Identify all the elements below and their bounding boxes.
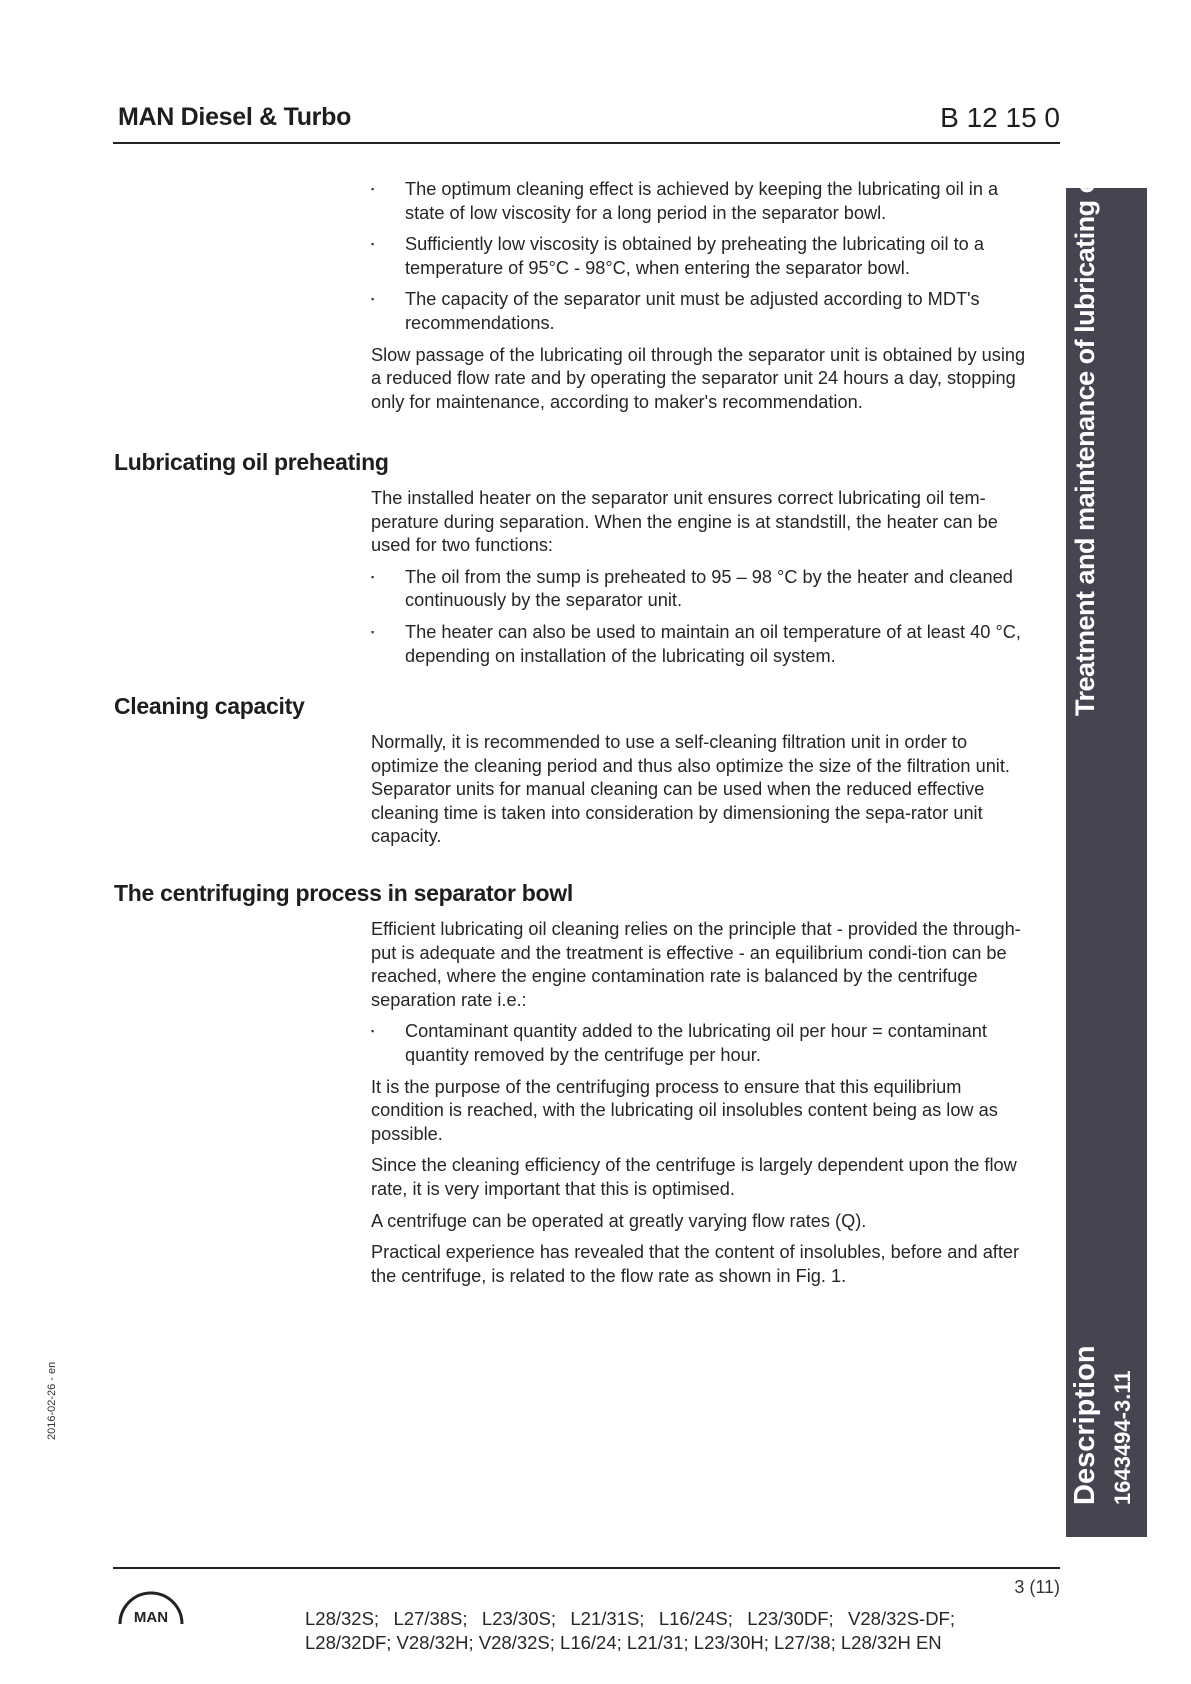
sidebar-document-number: 1643494-3.11 xyxy=(1110,1370,1135,1505)
bullet-item: ▪ The heater can also be used to maintain an oil temperature of at least 40 °C, depending on installation of the lubricating oil system. xyxy=(371,621,1036,668)
man-logo xyxy=(118,1590,184,1626)
bullet-item: ▪ The optimum cleaning effect is achieved by keeping the lubricating oil in a state of low viscosity for a long period in the separator bowl. xyxy=(371,178,1036,225)
capacity-section xyxy=(371,731,1036,857)
header-divider xyxy=(113,142,1060,144)
bullet-item: ▪ Sufficiently low viscosity is obtained by preheating the lubricating oil to a temperature of 95°C - 98°C, when entering the separator bowl. xyxy=(371,233,1036,280)
company-name: MAN Diesel & Turbo xyxy=(118,103,352,131)
sidebar-title: Treatment and maintenance of lubricating oil xyxy=(1070,163,1100,716)
bullet-item: ▪ The capacity of the separator unit must be adjusted according to MDT's recommendations. xyxy=(371,288,1036,335)
paragraph: Efficient lubricating oil cleaning relies on the principle that - provided the through-put is adequate and the treatment is effective - an equilibrium condi-tion can be reached, where the engine contamination rate is balanced by the centrifuge separation rate i.e.: xyxy=(371,919,1021,1010)
section-heading-centrifuging: The centrifuging process in separator bowl xyxy=(114,880,573,906)
bullet-item: ▪ Contaminant quantity added to the lubricating oil per hour = contaminant quantity removed by the centrifuge per hour. xyxy=(371,1020,1036,1067)
section-heading-capacity: Cleaning capacity xyxy=(114,693,305,719)
section-heading-preheating: Lubricating oil preheating xyxy=(114,449,389,475)
centrifuging-section xyxy=(371,918,1036,1296)
page-number: 3 (11) xyxy=(1014,1577,1060,1597)
bullet-item: ▪ The oil from the sump is preheated to 95 – 98 °C by the heater and cleaned continuously by the separator unit. xyxy=(371,566,1036,613)
intro-section xyxy=(371,178,1036,422)
paragraph: Slow passage of the lubricating oil through the separator unit is obtained by using a reduced flow rate and by operating the separator unit 24 hours a day, stopping only for maintenance, according to maker's recommendation. xyxy=(371,344,1026,412)
engine-models: L28/32S; L27/38S; L23/30S; L21/31S; L16/24S; L23/30DF; V28/32S-DF; L28/32DF; V28/32H; V28/32S; L16/24; L21/31; L23/30H; L27/38; L28/32H EN xyxy=(305,1608,955,1653)
paragraph: Normally, it is recommended to use a self-cleaning filtration unit in order to optimize the cleaning period and thus also optimize the size of the filtration unit. Separator units for manual cleaning can be used when the reduced effective cleaning time is taken into consideration by dimensioning the sepa-rator unit capacity. xyxy=(371,732,1010,847)
paragraph: A centrifuge can be operated at greatly varying flow rates (Q). xyxy=(371,1210,867,1231)
sidebar-description: Description xyxy=(1069,1345,1101,1505)
edition-date: 2016-02-26 - en xyxy=(46,1361,58,1440)
document-code: B 12 15 0 xyxy=(940,102,1060,133)
logo-text: MAN xyxy=(133,1609,169,1626)
preheating-section xyxy=(371,487,1036,676)
paragraph: It is the purpose of the centrifuging process to ensure that this equilibrium condition is reached, with the lubricating oil insolubles content being as low as possible. xyxy=(371,1076,998,1144)
paragraph: The installed heater on the separator unit ensures correct lubricating oil tem-perature during separation. When the engine is at standstill, the heater can be used for two functions: xyxy=(371,488,998,556)
paragraph: Since the cleaning efficiency of the centrifuge is largely dependent upon the flow rate, it is very important that this is optimised. xyxy=(371,1155,1017,1199)
footer-divider xyxy=(113,1567,1060,1569)
paragraph: Practical experience has revealed that the content of insolubles, before and after the centrifuge, is related to the flow rate as shown in Fig. 1. xyxy=(371,1242,1020,1286)
